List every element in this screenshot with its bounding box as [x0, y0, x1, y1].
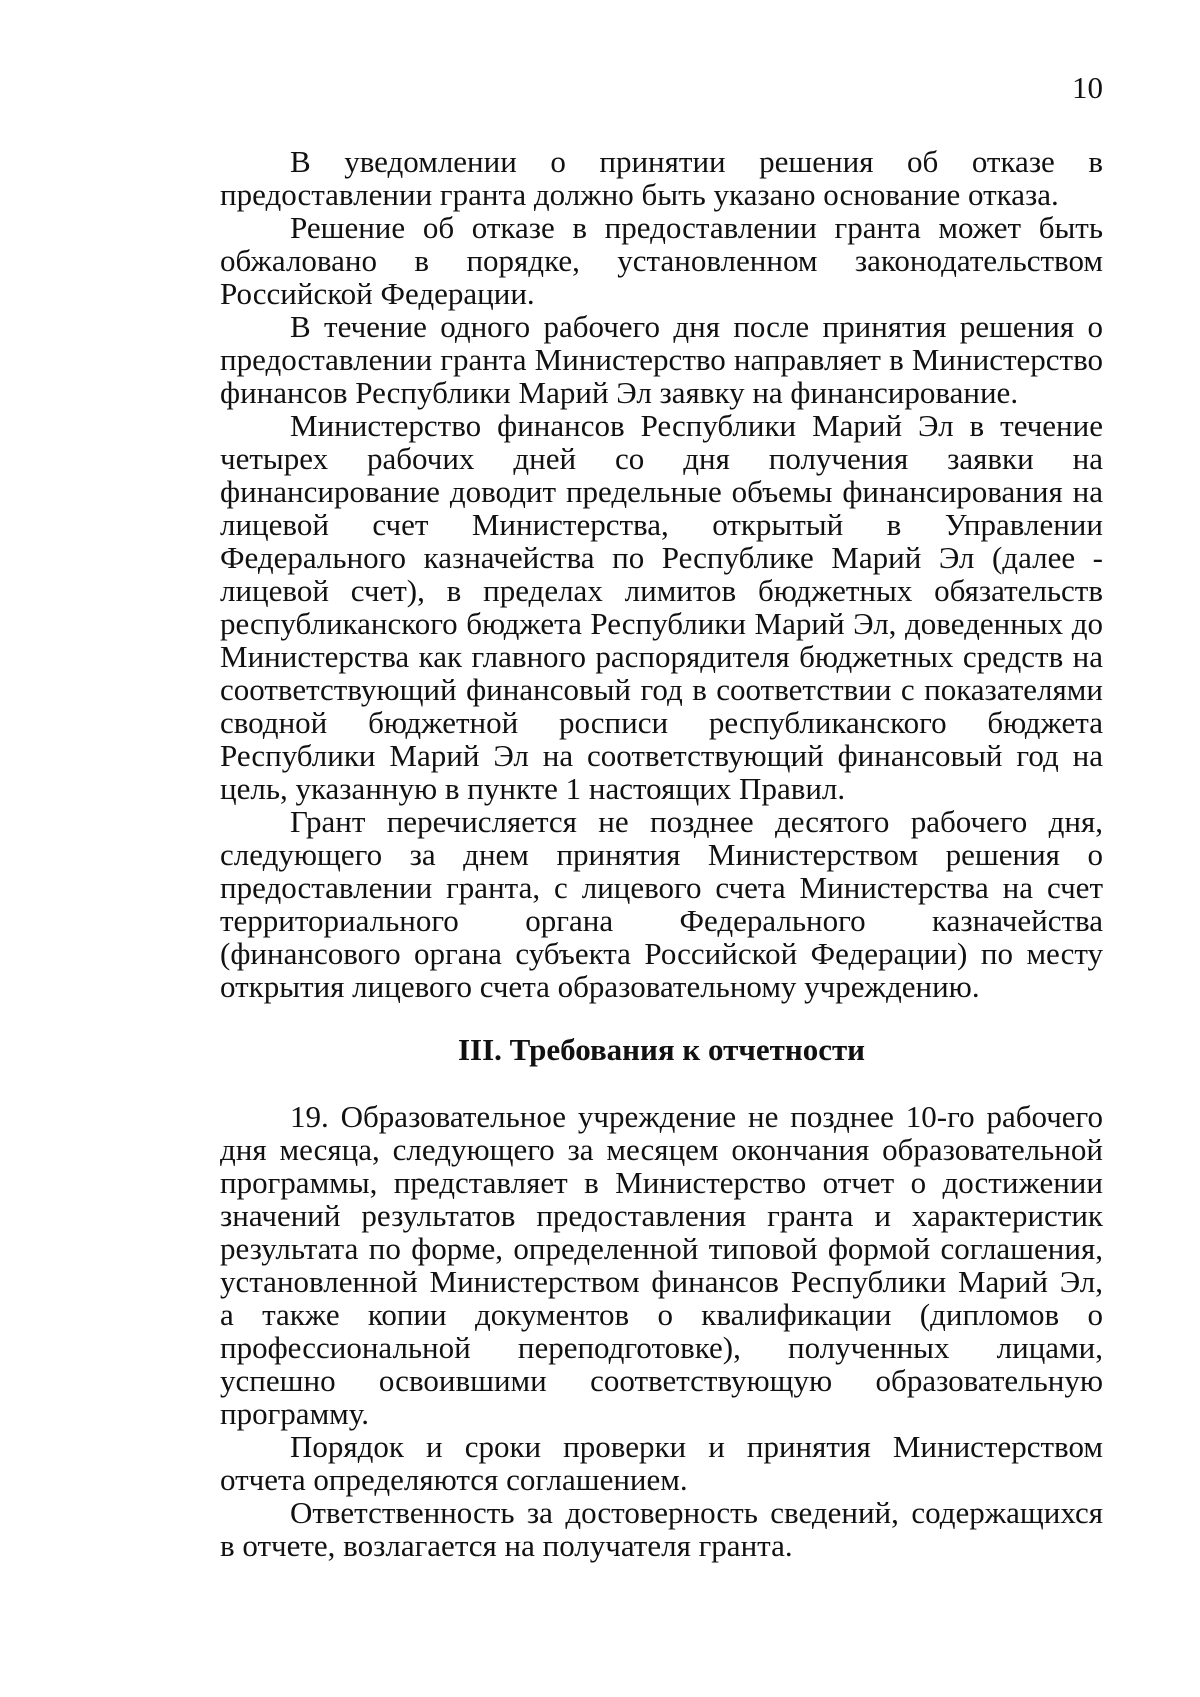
- page-number: 10: [1072, 70, 1103, 105]
- paragraph-funding-request: В течение одного рабочего дня после принятия решения о предоставлении гранта Министерство направляет в Министерство финансов Республики Марий Эл заявку на финансирование.: [220, 309, 1103, 410]
- paragraph-refusal-notice: В уведомлении о принятии решения об отказе в предоставлении гранта должно быть указано основание отказа.: [220, 144, 1103, 212]
- paragraph-report-check: Порядок и сроки проверки и принятия Министерством отчета определяются соглашением.: [220, 1429, 1103, 1497]
- section-heading: III. Требования к отчетности: [457, 1032, 866, 1067]
- paragraph-grant-transfer: Грант перечисляется не позднее десятого рабочего дня, следующего за днем принятия Министерством решения о предоставлении гранта, с лицевого счета Министерства на счет территориального органа Федерального казначейства (финансового органа субъекта Российской Федерации) по месту открытия лицевого счета образовательному учреждению.: [220, 804, 1103, 1004]
- paragraph-report-19: 19. Образовательное учреждение не позднее 10-го рабочего дня месяца, следующего за месяцем окончания образовательной программы, представляет в Министерство отчет о достижении значений результатов предоставления гранта и характеристик результата по форме, определенной типовой формой соглашения, установленной Министерством финансов Республики Марий Эл, а также копии документов о квалификации (дипломов о профессиональной переподготовке), полученных лицами, успешно освоившими соответствующую образовательную программу.: [220, 1099, 1103, 1431]
- paragraph-ministry-finance: Министерство финансов Республики Марий Эл в течение четырех рабочих дней со дня получения заявки на финансирование доводит предельные объемы финансирования на лицевой счет Министерства, открытый в Управлении Федерального казначейства по Республике Марий Эл (далее - лицевой счет), в пределах лимитов бюджетных обязательств республиканского бюджета Республики Марий Эл, доведенных до Министерства как главного распорядителя бюджетных средств на соответствующий финансовый год в соответствии с показателями сводной бюджетной росписи республиканского бюджета Республики Марий Эл на соответствующий финансовый год на цель, указанную в пункте 1 настоящих Правил.: [220, 408, 1103, 806]
- paragraph-appeal: Решение об отказе в предоставлении гранта может быть обжаловано в порядке, установленном законодательством Российской Федерации.: [220, 210, 1103, 311]
- paragraph-responsibility: Ответственность за достоверность сведений, содержащихся в отчете, возлагается на получателя гранта.: [220, 1495, 1103, 1563]
- document-body: [220, 145, 1103, 1562]
